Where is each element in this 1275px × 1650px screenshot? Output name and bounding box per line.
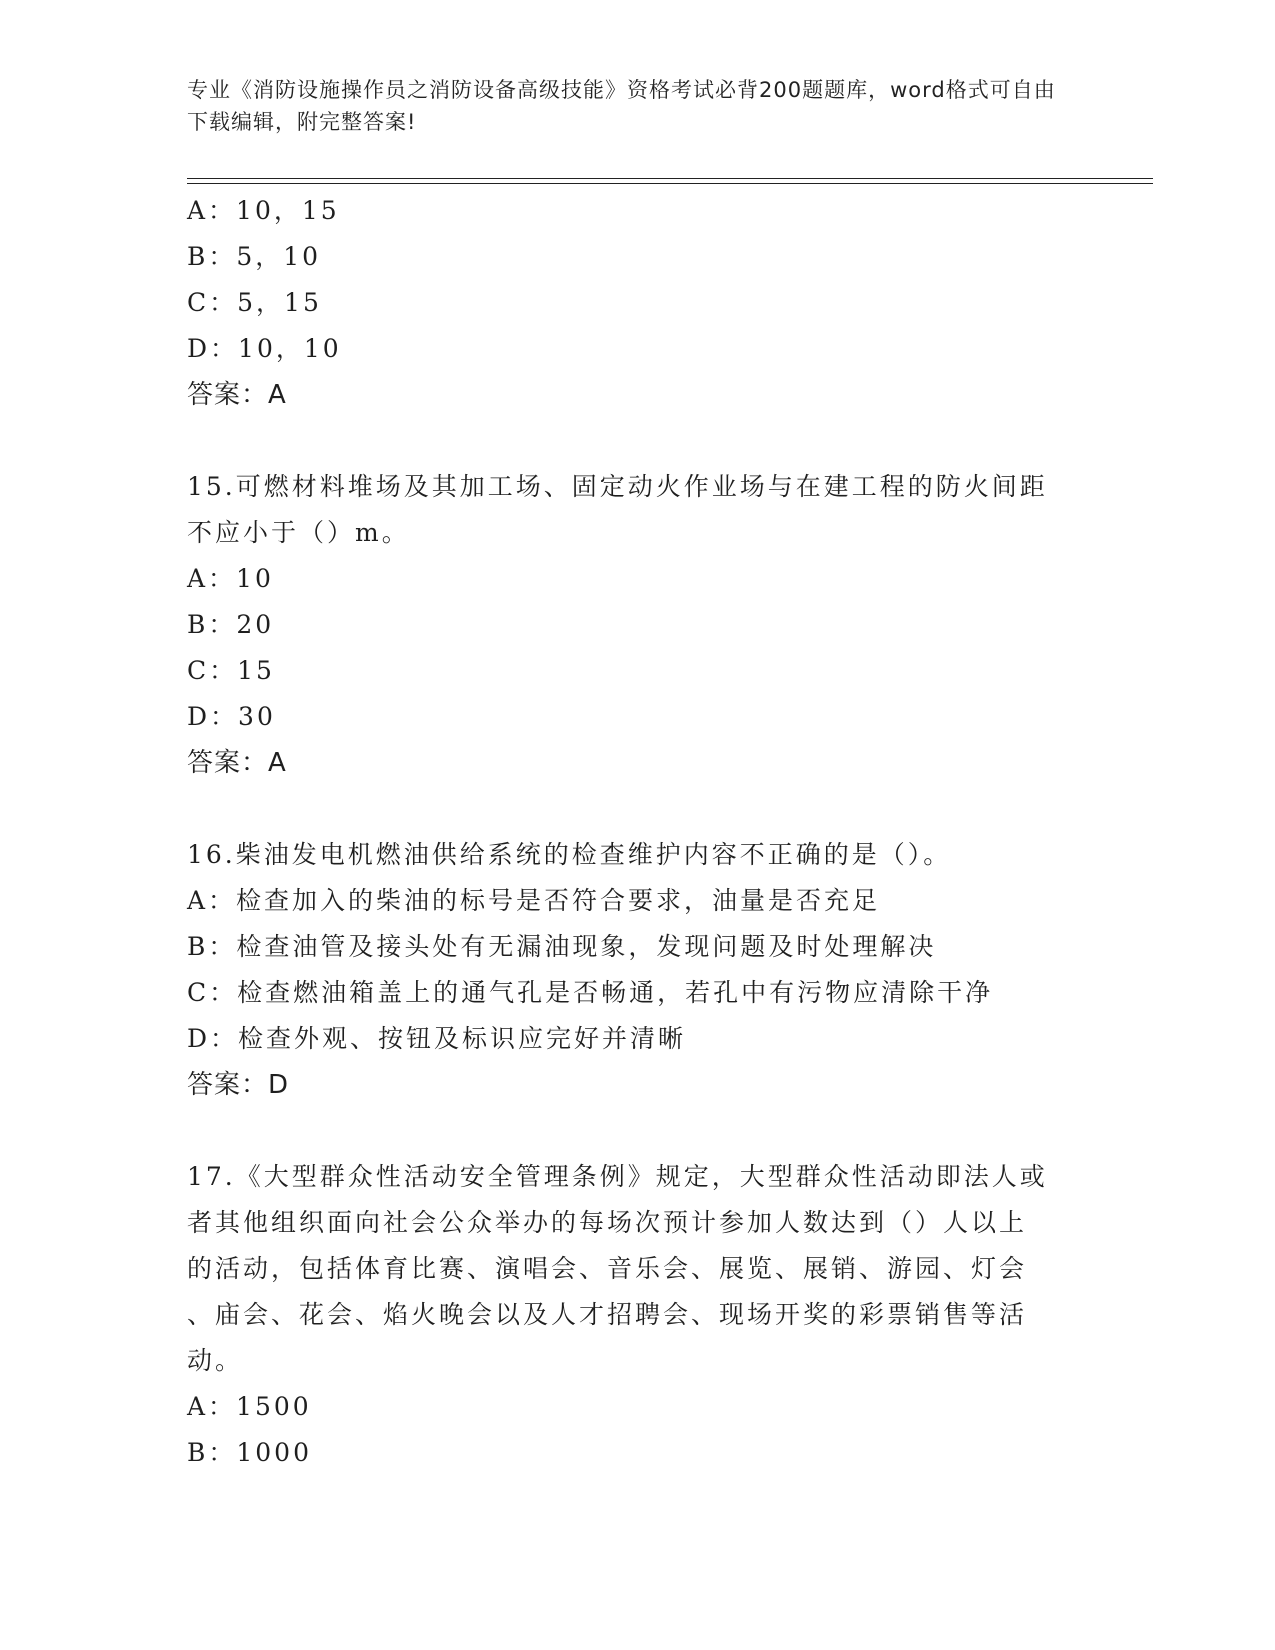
question-block xyxy=(187,1154,1087,1476)
question-block xyxy=(187,832,1087,1108)
question-text: 17.《大型群众性活动安全管理条例》规定，大型群众性活动即法人或 xyxy=(187,1162,1048,1191)
question-block xyxy=(187,188,1087,418)
option-b: B：5，10 xyxy=(187,242,322,271)
question-text: 的活动，包括体育比赛、演唱会、音乐会、展览、展销、游园、灯会 xyxy=(187,1254,1028,1283)
option-d: D：10，10 xyxy=(187,334,342,363)
header-divider-bottom xyxy=(187,183,1153,184)
question-text: 者其他组织面向社会公众举办的每场次预计参加人数达到（）人以上 xyxy=(187,1208,1028,1237)
document-header: 专业《消防设施操作员之消防设备高级技能》资格考试必背200题题库，word格式可自由下载编辑，附完整答案! xyxy=(187,78,1056,134)
question-text: 16.柴油发电机燃油供给系统的检查维护内容不正确的是（）。 xyxy=(187,840,952,869)
header-divider-top xyxy=(187,178,1153,179)
question-block xyxy=(187,464,1087,786)
option-b: B：20 xyxy=(187,610,275,639)
answer-line: 答案：D xyxy=(187,1070,290,1100)
question-text: 15.可燃材料堆场及其加工场、固定动火作业场与在建工程的防火间距 xyxy=(187,472,1048,501)
option-c: C：5，15 xyxy=(187,288,322,317)
answer-line: 答案：A xyxy=(187,748,287,778)
option-d: D：30 xyxy=(187,702,276,731)
option-b: B：检查油管及接头处有无漏油现象，发现问题及时处理解决 xyxy=(187,932,937,961)
question-text: 不应小于（）m。 xyxy=(187,518,410,547)
answer-line: 答案：A xyxy=(187,380,287,410)
option-a: A：1500 xyxy=(187,1392,312,1421)
option-a: A：10，15 xyxy=(187,196,340,225)
question-list xyxy=(187,188,1087,1476)
option-c: C：15 xyxy=(187,656,275,685)
question-text: 动。 xyxy=(187,1346,244,1375)
option-a: A：检查加入的柴油的标号是否符合要求，油量是否充足 xyxy=(187,886,881,915)
option-a: A：10 xyxy=(187,564,274,593)
option-b: B：1000 xyxy=(187,1438,312,1467)
question-text: 、庙会、花会、焰火晚会以及人才招聘会、现场开奖的彩票销售等活 xyxy=(187,1300,1028,1329)
option-c: C：检查燃油箱盖上的通气孔是否畅通，若孔中有污物应清除干净 xyxy=(187,978,994,1007)
option-d: D：检查外观、按钮及标识应完好并清晰 xyxy=(187,1024,687,1053)
